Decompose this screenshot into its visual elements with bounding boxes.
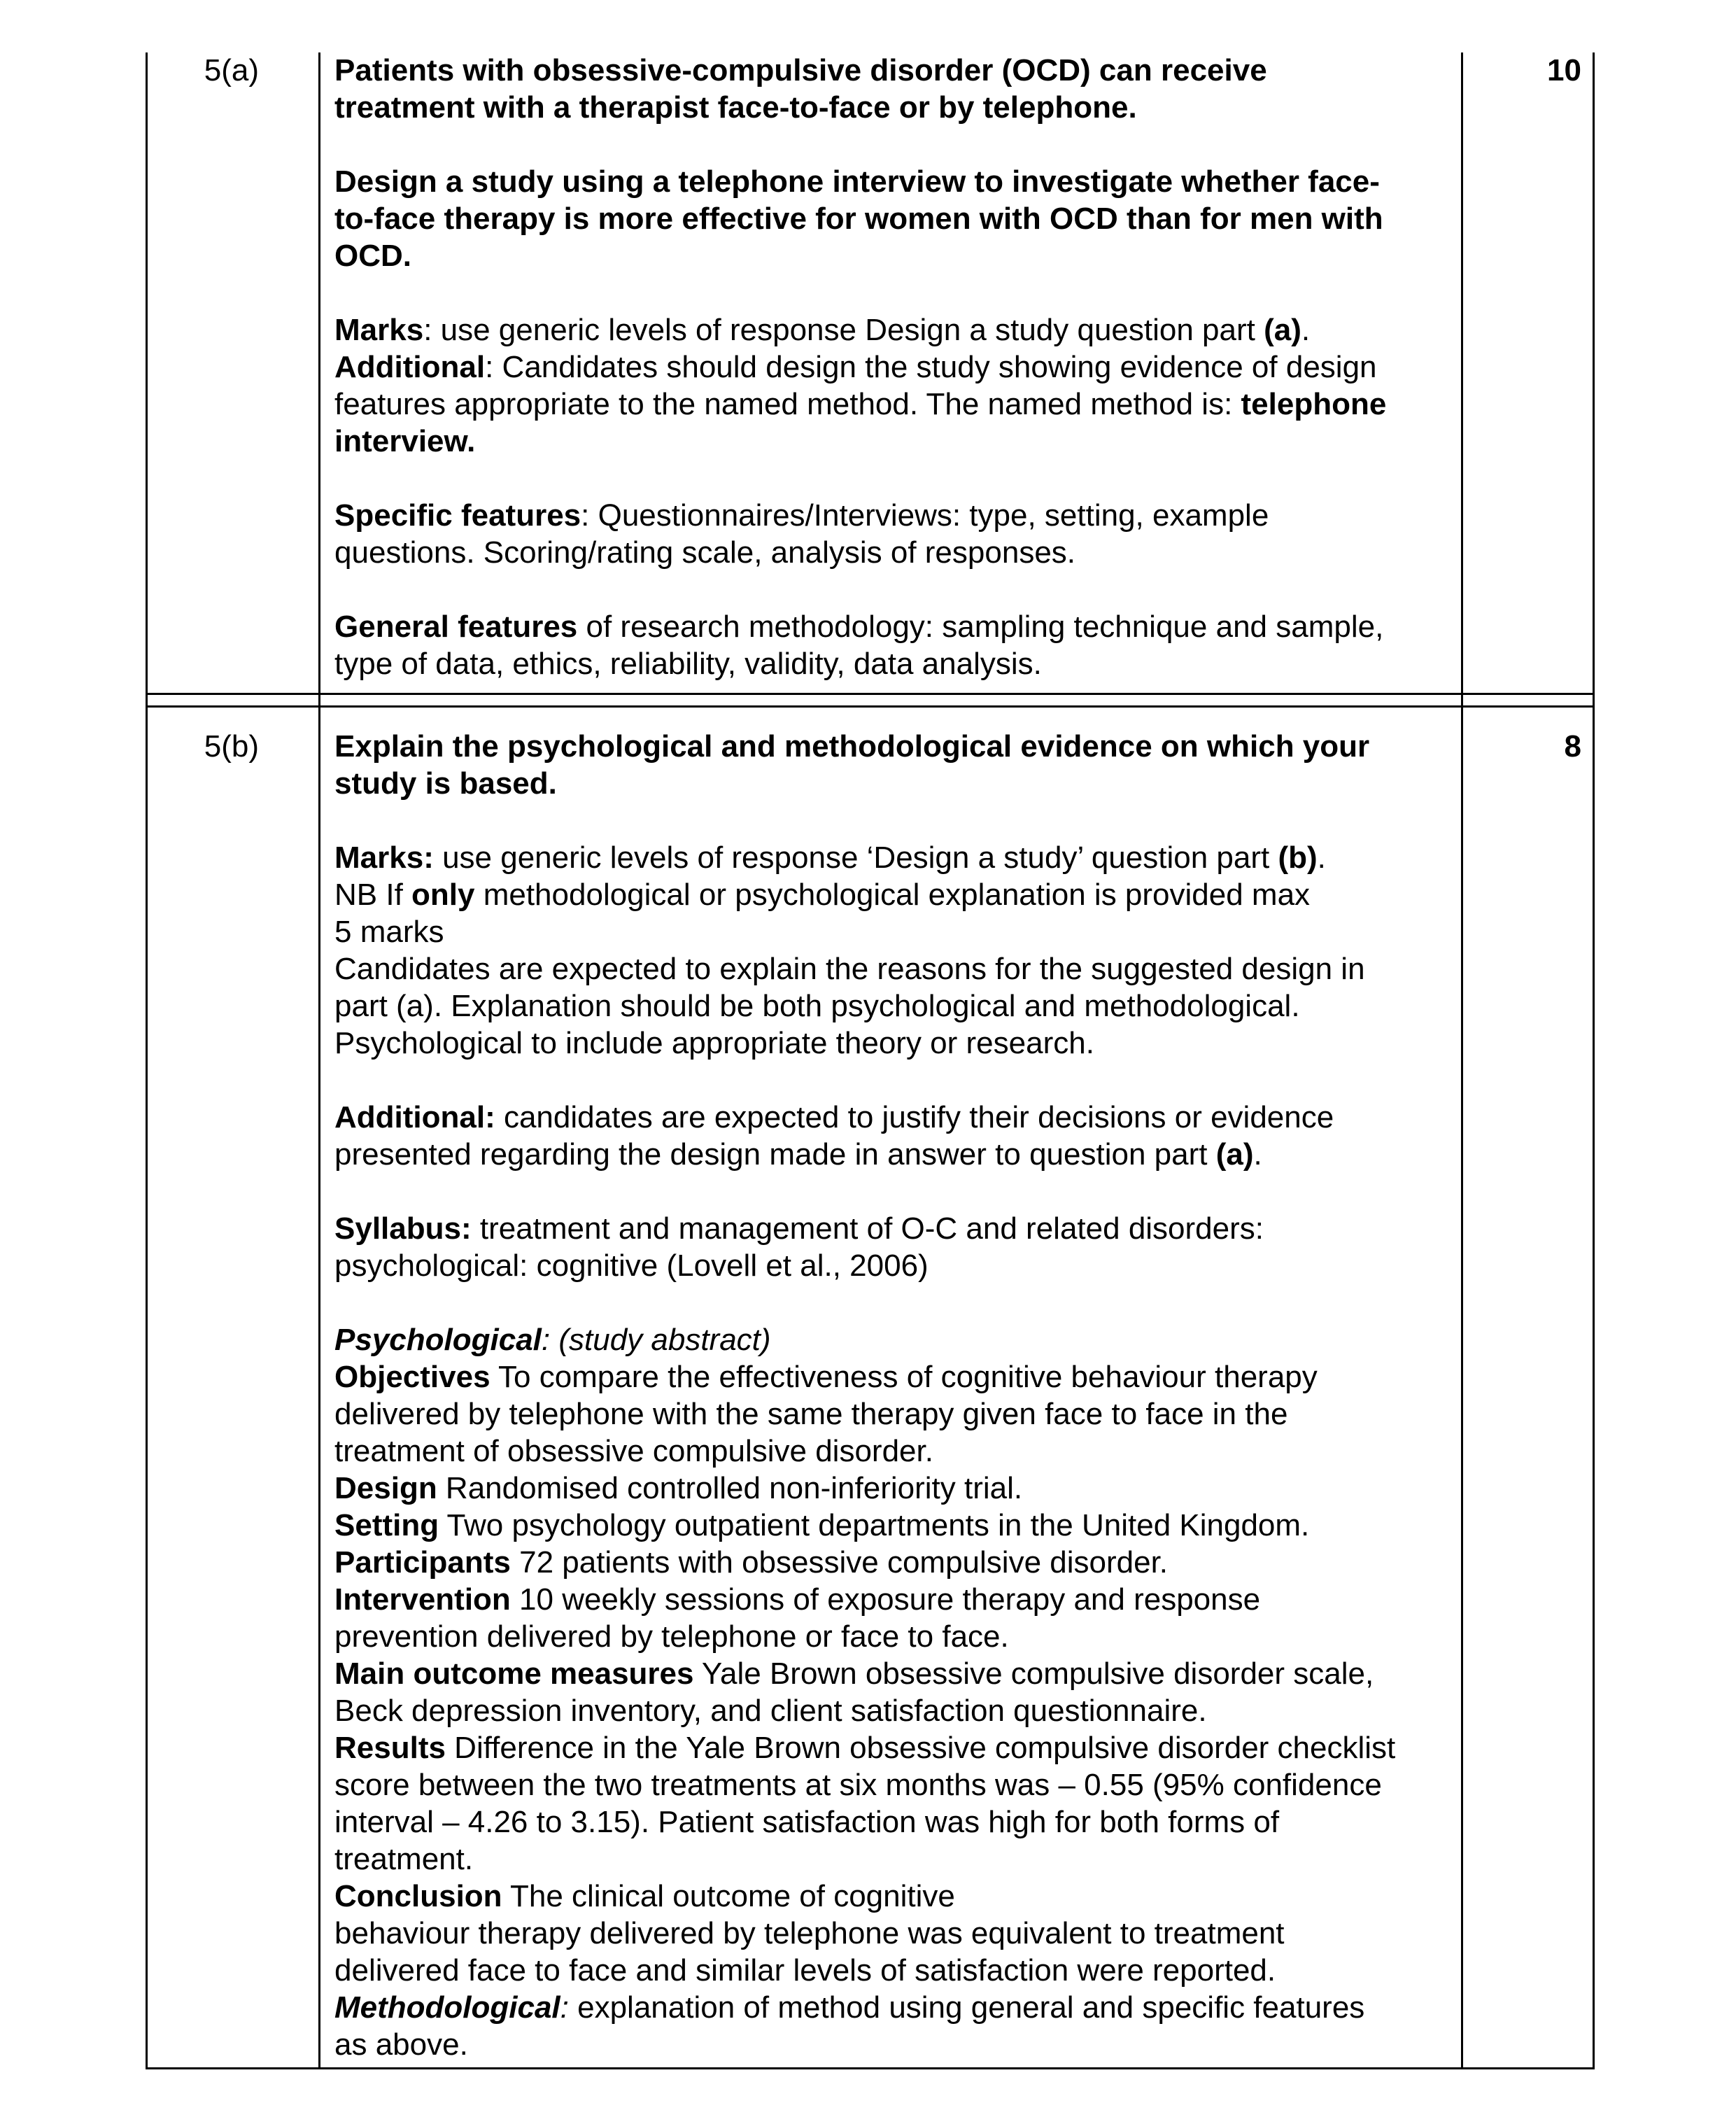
q5b-nb-line: 5 marks [334, 915, 444, 949]
table-right-border [1593, 52, 1595, 2068]
abstract-results: score between the two treatments at six months was – 0.55 (95% confidence [334, 1768, 1382, 1802]
specific-features-label: Specific features [334, 498, 581, 533]
q5a-additional-line: features appropriate to the named method. The named method is: telephone [334, 387, 1387, 421]
q5b-question-line: Explain the psychological and methodological evidence on which your [334, 729, 1370, 764]
table-col-divider-2 [1461, 52, 1463, 2068]
question-5b-content [334, 728, 1461, 2063]
q5a-general-features: General features of research methodology: sampling technique and sample, [334, 610, 1384, 644]
question-marks-5a: 10 [1547, 53, 1581, 87]
q5b-expect-line: Candidates are expected to explain the reasons for the suggested design in [334, 952, 1365, 986]
row-separator-top [146, 693, 1595, 695]
q5a-general-features: type of data, ethics, reliability, validity, data analysis. [334, 647, 1042, 681]
abstract-objectives: delivered by telephone with the same therapy given face to face in the [334, 1397, 1288, 1431]
q5b-expect-line: part (a). Explanation should be both psychological and methodological. [334, 989, 1300, 1023]
abstract-outcome-measures: Beck depression inventory, and client satisfaction questionnaire. [334, 1694, 1207, 1728]
methodological-label: Methodological [334, 1990, 560, 2025]
abstract-participants: Participants 72 patients with obsessive compulsive disorder. [334, 1545, 1169, 1580]
question-number-5a: 5(a) [204, 53, 259, 87]
abstract-intervention: Intervention 10 weekly sessions of exposure therapy and response [334, 1582, 1261, 1617]
q5a-design-line: OCD. [334, 239, 411, 273]
q5b-additional-line: Additional: candidates are expected to justify their decisions or evidence [334, 1100, 1334, 1134]
abstract-intervention: prevention delivered by telephone or face to face. [334, 1619, 1009, 1654]
marks-label: Marks: [334, 841, 434, 875]
q5a-question-line: treatment with a therapist face-to-face or by telephone. [334, 90, 1137, 125]
q5a-design-line: Design a study using a telephone interview to investigate whether face- [334, 164, 1380, 199]
question-marks-5b: 8 [1564, 729, 1581, 764]
abstract-design: Design Randomised controlled non-inferiority trial. [334, 1471, 1023, 1505]
abstract-objectives: Objectives To compare the effectiveness of cognitive behaviour therapy [334, 1360, 1318, 1394]
question-5a-content [334, 52, 1461, 682]
abstract-results: Results Difference in the Yale Brown obsessive compulsive disorder checklist [334, 1731, 1396, 1765]
abstract-results: treatment. [334, 1842, 474, 1876]
q5a-additional-line: Additional: Candidates should design the study showing evidence of design [334, 350, 1377, 384]
abstract-conclusion: behaviour therapy delivered by telephone was equivalent to treatment [334, 1916, 1285, 1950]
q5b-question-line: study is based. [334, 766, 557, 801]
q5b-marks-line: Marks: use generic levels of response ‘Design a study’ question part (b). [334, 841, 1326, 875]
q5b-expect-line: Psychological to include appropriate theory or research. [334, 1026, 1094, 1060]
q5b-additional-line: presented regarding the design made in answer to question part (a). [334, 1137, 1262, 1172]
q5b-syllabus-line: Syllabus: treatment and management of O-C and related disorders: [334, 1211, 1264, 1246]
q5a-additional-line: interview. [334, 424, 476, 458]
table-col-divider-1 [318, 52, 320, 2068]
row-separator-bottom [146, 705, 1595, 708]
q5a-design-line: to-face therapy is more effective for women with OCD than for men with [334, 202, 1383, 236]
q5b-psychological-heading: Psychological: (study abstract) [334, 1323, 771, 1357]
q5a-specific-features: Specific features: Questionnaires/Interviews: type, setting, example [334, 498, 1269, 533]
q5a-question-line: Patients with obsessive-compulsive disorder (OCD) can receive [334, 53, 1267, 87]
abstract-results: interval – 4.26 to 3.15). Patient satisfaction was high for both forms of [334, 1805, 1280, 1839]
psychological-label: Psychological [334, 1323, 542, 1357]
table-bottom-border [146, 2067, 1595, 2069]
marks-label: Marks [334, 313, 424, 347]
q5b-nb-line: NB If only methodological or psychological explanation is provided max [334, 878, 1311, 912]
additional-label: Additional: [334, 1100, 495, 1134]
general-features-label: General features [334, 610, 578, 644]
q5a-marks-line: Marks: use generic levels of response Design a study question part (a). [334, 313, 1311, 347]
abstract-conclusion: delivered face to face and similar levels of satisfaction were reported. [334, 1953, 1276, 1988]
syllabus-label: Syllabus: [334, 1211, 472, 1246]
abstract-setting: Setting Two psychology outpatient departments in the United Kingdom. [334, 1508, 1310, 1542]
abstract-objectives: treatment of obsessive compulsive disorder. [334, 1434, 933, 1468]
abstract-conclusion: Conclusion The clinical outcome of cognitive [334, 1879, 955, 1913]
q5b-syllabus-line: psychological: cognitive (Lovell et al., 2006) [334, 1249, 929, 1283]
question-number-5b: 5(b) [204, 729, 259, 764]
additional-label: Additional [334, 350, 486, 384]
q5b-methodological-line: as above. [334, 2027, 468, 2062]
q5b-methodological-line: Methodological: explanation of method using general and specific features [334, 1990, 1365, 2025]
abstract-outcome-measures: Main outcome measures Yale Brown obsessive compulsive disorder scale, [334, 1657, 1374, 1691]
table-left-border [146, 52, 148, 2068]
q5a-specific-features: questions. Scoring/rating scale, analysis of responses. [334, 535, 1076, 570]
